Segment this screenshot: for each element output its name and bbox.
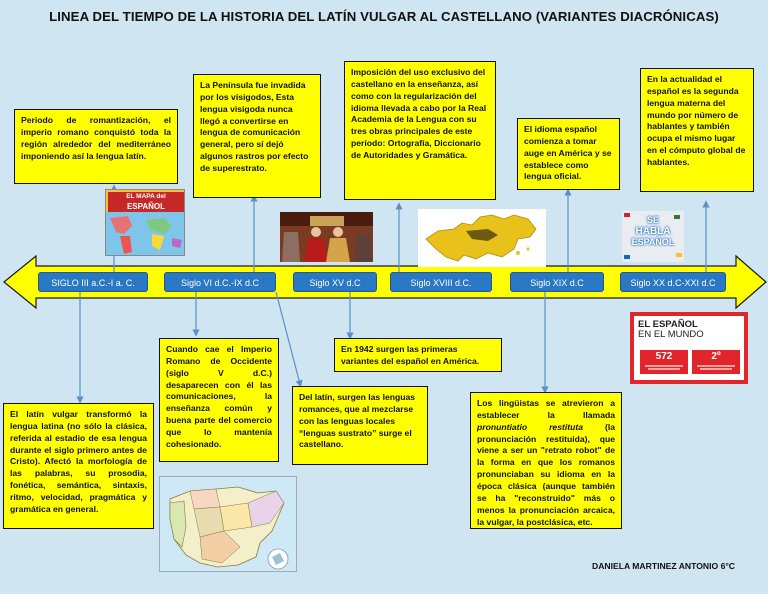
note-actualidad: En la actualidad el español es la segunda lengua materna del mundo por número de hablantes y también ocupa el mismo lugar en el cómputo global de hablantes. [640,68,754,192]
stat-value-2: 2º [711,351,721,362]
note-linguistas-term: pronuntiatio restituta [477,421,583,432]
se-habla-line3: ESPAÑOL [631,237,675,247]
se-habla-line1: SE [646,215,659,225]
painting-graphic [280,212,373,262]
reyes-catolicos-painting [280,212,373,262]
period-siglo-xx-xxi: Siglo XX d.C-XXI d.C [620,272,726,292]
period-siglo-vi-ix: Siglo VI d.C.-IX d.C [164,272,276,292]
stat-box-2 [692,350,740,374]
note-visigodos: La Península fue invadida por los visigodos, Esta lengua visigoda nunca llegó a convertirse en lengua de comunicación general, pero sí dejó algunos rastros por efecto de superestrato. [193,74,321,198]
note-variantes-1942: En 1942 surgen las primeras variantes del español en América. [334,338,502,372]
spain-map-graphic [418,209,546,267]
period-siglo-xix: Siglo XIX d.C [510,272,604,292]
se-habla-espanol-image [622,211,684,262]
note-lenguas-romances: Del latín, surgen las lenguas romances, que al mezclarse con las lenguas locales “lenguas sustrato” surge el castellano. [292,386,428,465]
note-romanizacion: Periodo de romantización, el imperio romano conquistó toda la región alrededor del mediterráneo imponiendo así la lengua latín. [14,109,178,184]
mapa-espanol-line1: EL MAPA del [126,193,166,200]
iberia-map-graphic [160,477,297,572]
world-map-graphic [106,212,185,256]
espanol-mundo-card [630,312,748,384]
mapa-espanol-image [105,189,185,256]
period-siglo-iii-ac: SIGLO III a.C.-I a. C. [38,272,148,292]
stat-heading-2: EN EL MUNDO [638,329,704,340]
mapa-espanol-line2: ESPAÑOL [126,202,166,211]
mapa-peninsula-iberica [159,476,297,572]
author-name: DANIELA MARTINEZ ANTONIO 6°C [592,561,736,571]
page-title: LINEA DEL TIEMPO DE LA HISTORIA DEL LATÍN VULGAR AL CASTELLANO (VARIANTES DIACRÓNICAS) [49,9,719,24]
se-habla-line2: HABLA [635,226,671,237]
period-siglo-xv: Siglo XV d.C [293,272,377,292]
note-america: El idioma español comienza a tomar auge en América y se establece como lengua oficial. [517,118,620,190]
note-imperio-occidente: Cuando cae el Imperio Romano de Occidente (siglo V d.C.) desaparecen con él las comunicaciones, la enseñanza común y buena parte del comercio que lo mantenía cohesionado. [159,338,279,462]
stat-value-1: 572 [655,351,673,362]
note-linguistas-text-2: (la pronunciación restituida), que viene a ser un "retrato robot" de la forma en que los romanos pronunciaban su idioma en la época clásica (aunque también se ha "reconstruido" más o menos la pronunciación arcaica, la vulgar, la postclásica, etc. [477,421,615,527]
note-latin-vulgar: El latín vulgar transformó la lengua latina (no sólo la clásica, referida al estadio de esa lengua durante el siglo primero antes de Cristo). Afectó la morfología de las palabras, su prosodia, fonética, semántica, sintaxis, ritmo, velocidad, pragmática y gramática en general. [3,403,154,529]
stat-heading-1: EL ESPAÑOL [638,319,698,330]
note-linguistas [470,392,622,529]
mapa-espana-amarillo [418,209,546,267]
period-siglo-xviii: Siglo XVIII d.C. [390,272,492,292]
note-linguistas-text-1: Los lingüistas se atrevieron a establecer la llamada [477,398,615,420]
stat-box-1 [640,350,688,374]
note-rae: Imposición del uso exclusivo del castellano en la enseñanza, así como con la regularización del idioma llevada a cabo por la Real Academia de la Lengua con su tres obras principales de este período: Ortografía, Diccionario de Autoridades y Gramática. [344,61,496,200]
